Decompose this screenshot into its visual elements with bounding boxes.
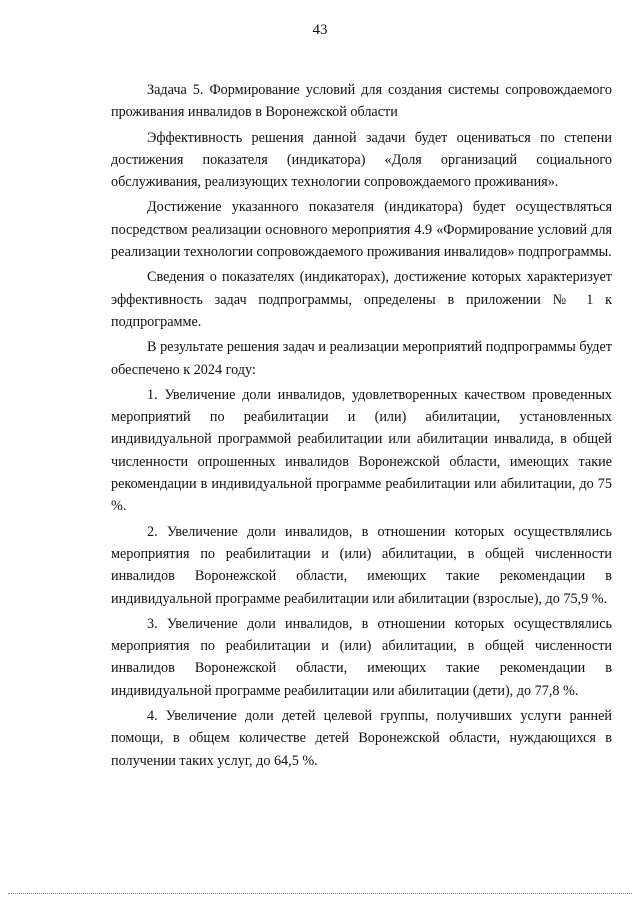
result-item-1: 1. Увеличение доли инвалидов, удовлетворенных качеством проведенных мероприятий по реабилитации и (или) абилитации, установленных индивидуальной программой реабилитации или абилитации инвалида, в общей численности опрошенных инвалидов Воронежской области, имеющих такие рекомендации в индивидуальной программе реабилитации или абилитации, до 75 %. bbox=[111, 386, 612, 515]
result-item-4: 4. Увеличение доли детей целевой группы, получивших услуги ранней помощи, в общем количестве детей Воронежской области, нуждающихся в получении таких услуг, до 64,5 %. bbox=[111, 708, 612, 769]
indicators-info-paragraph: Сведения о показателях (индикаторах), достижение которых характеризует эффективность задач подпрограммы, определены в приложении № 1 к подпрограмме. bbox=[111, 269, 612, 330]
achievement-paragraph: Достижение указанного показателя (индикатора) будет осуществляться посредством реализации основного мероприятия 4.9 «Формирование условий для реализации технологии сопровождаемого проживания инвалидов» подпрограммы. bbox=[111, 199, 612, 261]
efficiency-paragraph: Эффективность решения данной задачи будет оцениваться по степени достижения показателя (индикатора) «Доля организаций социального обслуживания, реализующих технологии сопровождаемого проживания». bbox=[111, 129, 612, 191]
bottom-divider bbox=[8, 893, 632, 894]
results-intro-paragraph: В результате решения задач и реализации мероприятий подпрограммы будет обеспечено к 2024 году: bbox=[111, 339, 612, 378]
result-item-3: 3. Увеличение доли инвалидов, в отношении которых осуществлялись мероприятия по реабилитации и (или) абилитации, в общей численности инвалидов Воронежской области, имеющих такие рекомендации в индивидуальной программе реабилитации или абилитации (дети), до 77,8 %. bbox=[111, 615, 612, 699]
task-5-heading: Задача 5. Формирование условий для создания системы сопровождаемого проживания инвалидов в Воронежской области bbox=[111, 82, 612, 121]
page-number: 43 bbox=[312, 22, 328, 38]
result-item-2: 2. Увеличение доли инвалидов, в отношении которых осуществлялись мероприятия по реабилитации и (или) абилитации, в общей численности инвалидов Воронежской области, имеющих такие рекомендации в индивидуальной программе реабилитации или абилитации (взрослые), до 75,9 %. bbox=[111, 523, 612, 607]
document-body bbox=[111, 79, 612, 775]
